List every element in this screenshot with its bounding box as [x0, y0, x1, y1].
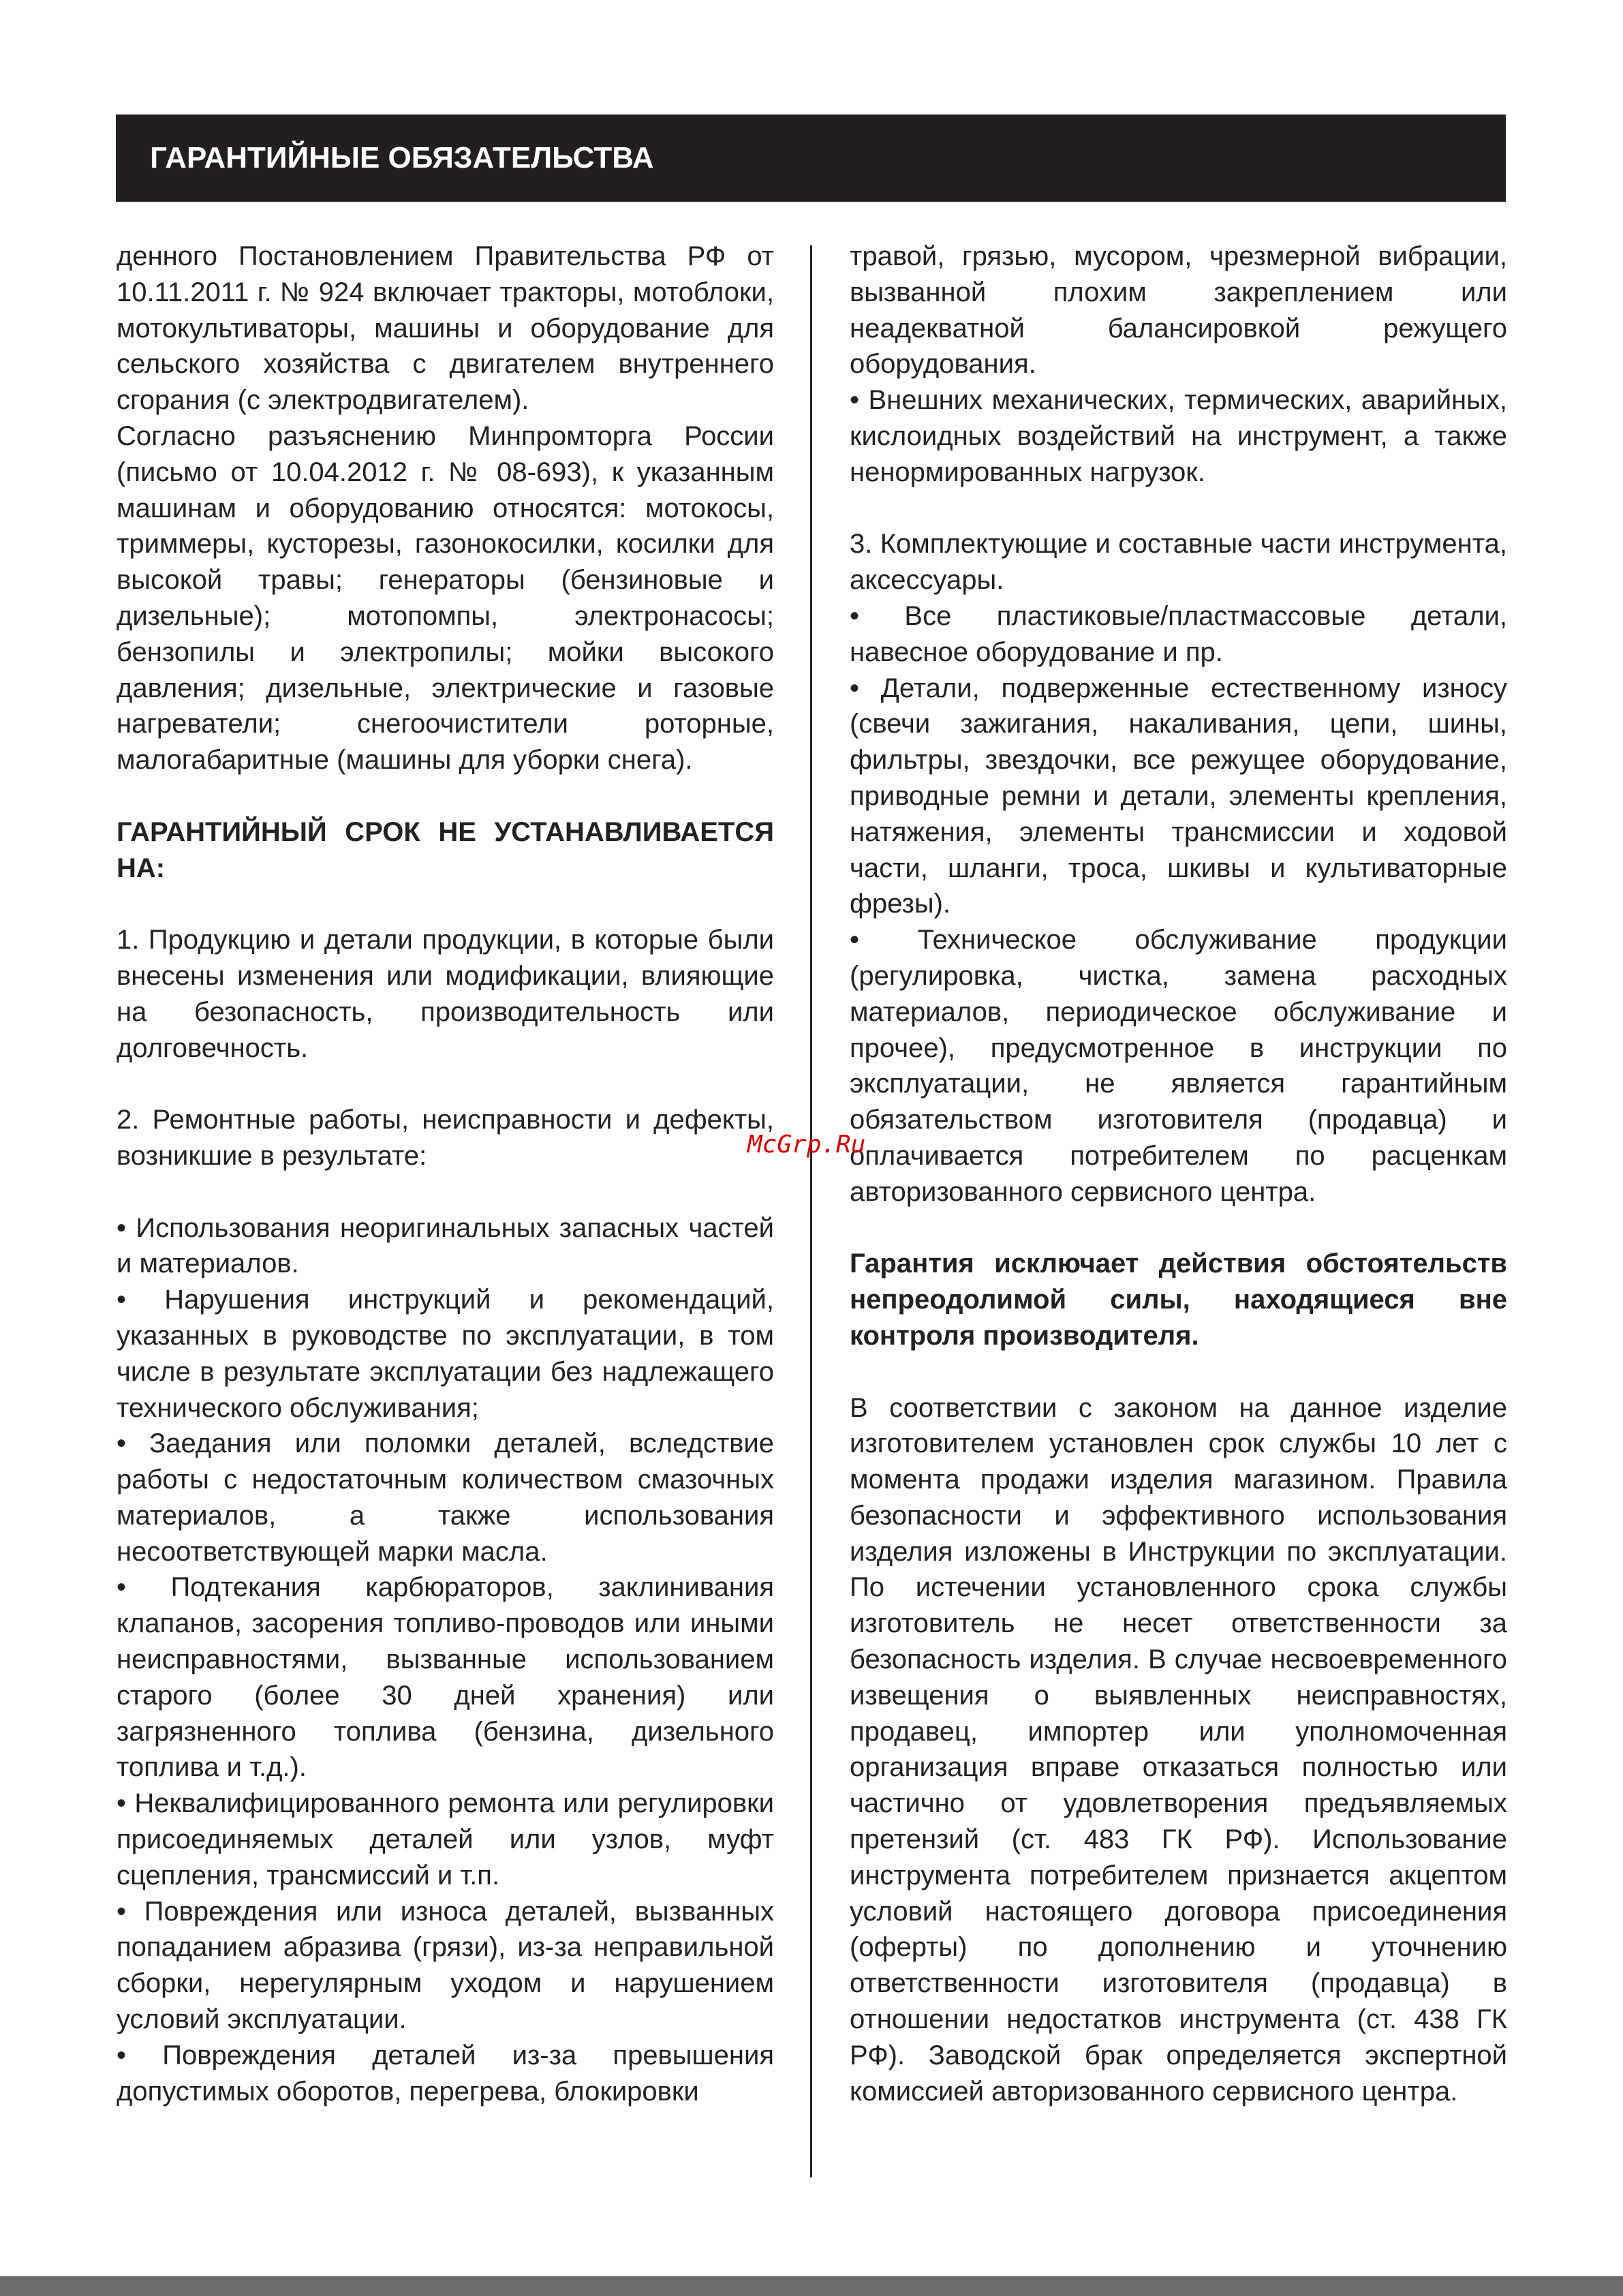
bullet-item: • Детали, подверженные естественному износу (свечи зажигания, накаливания, цепи, шины, фильтры, звездочки, все режущее оборудование, приводные ремни и детали, элементы крепления, натяжения, элементы трансмиссии и ходовой части, шланги, троса, шкивы и культиваторные фрезы).	[850, 673, 1507, 919]
bullet-item: • Заедания или поломки деталей, вследствие работы с недостаточным количеством смазочных материалов, а также использования несоответствующей марки масла.	[117, 1428, 774, 1567]
left-column	[117, 239, 774, 2109]
section-heading: ГАРАНТИЙНЫЙ СРОК НЕ УСТАНАВЛИВАЕТСЯ НА:	[117, 816, 774, 883]
bullet-item: • Все пластиковые/пластмассовые детали, навесное оборудование и пр.	[850, 600, 1507, 667]
bottom-border	[0, 2276, 1623, 2296]
bullet-item: • Неквалифицированного ремонта или регулировки присоединяемых деталей или узлов, муфт сцепления, трансмиссий и т.п.	[117, 1788, 774, 1891]
list-item: 3. Комплектующие и составные части инструмента, аксессуары.	[850, 529, 1507, 596]
bold-note: Гарантия исключает действия обстоятельств непреодолимой силы, находящиеся вне контроля производителя.	[850, 1249, 1507, 1351]
spacer	[117, 886, 774, 922]
right-column	[850, 239, 1507, 2109]
spacer	[117, 778, 774, 814]
bullet-item: • Использования неоригинальных запасных частей и материалов.	[117, 1212, 774, 1279]
spacer	[850, 1354, 1507, 1390]
bullet-item: • Техническое обслуживание продукции (регулировка, чистка, замена расходных материалов, периодическое обслуживание и прочее), предусмотренное в инструкции по эксплуатации, не является гарантийным обязательством изготовителя (продавца) и оплачивается потребителем по расценкам авторизованного сервисного центра.	[850, 925, 1507, 1207]
bullet-item: • Повреждения или износа деталей, вызванных попаданием абразива (грязи), из-за неправильной сборки, нерегулярным уходом и нарушением условий эксплуатации.	[117, 1896, 774, 2035]
list-item: 2. Ремонтные работы, неисправности и дефекты, возникшие в результате:	[117, 1105, 774, 1171]
column-divider	[810, 245, 812, 2177]
spacer	[117, 1174, 774, 1210]
paragraph: травой, грязью, мусором, чрезмерной вибрации, вызванной плохим закреплением или неадекватной балансировкой режущего оборудования.	[850, 241, 1507, 380]
spacer	[850, 1210, 1507, 1246]
bullet-item: • Внешних механических, термических, аварийных, кислоидных воздействий на инструмент, а также ненормированных нагрузок.	[850, 385, 1507, 487]
watermark: McGrp.Ru	[747, 1131, 866, 1159]
spacer	[850, 491, 1507, 527]
list-item: 1. Продукцию и детали продукции, в которые были внесены изменения или модификации, влияющие на безопасность, производительность или долговечность.	[117, 925, 774, 1063]
spacer	[117, 1066, 774, 1102]
bullet-item: • Повреждения деталей из-за превышения допустимых оборотов, перегрева, блокировки	[117, 2040, 774, 2107]
bullet-item: • Подтекания карбюраторов, заклинивания клапанов, засорения топливо-проводов или иными неисправностями, вызванные использованием старого (более 30 дней хранения) или загрязненного топлива (бензина, дизельного топлива и т.д.).	[117, 1572, 774, 1783]
paragraph: Согласно разъяснению Минпромторга России (письмо от 10.04.2012 г. № 08-693), к указанным машинам и оборудованию относятся: мотокосы, триммеры, кусторезы, газонокосилки, косилки для высокой травы; генераторы (бензиновые и дизельные); мотопомпы, электронасосы; бензопилы и электропилы; мойки высокого давления; дизельные, электрические и газовые нагреватели; снегоочистители роторные, малогабаритные (машины для уборки снега).	[117, 420, 774, 776]
page-title: ГАРАНТИЙНЫЕ ОБЯЗАТЕЛЬСТВА	[150, 141, 654, 174]
paragraph: денного Постановлением Правительства РФ от 10.11.2011 г. № 924 включает тракторы, мотоблоки, мотокультиваторы, машины и оборудование для сельского хозяйства с двигателем внутреннего сгорания (с электродвигателем).	[117, 241, 774, 416]
paragraph: В соответствии с законом на данное изделие изготовителем установлен срок службы 10 лет с момента продажи изделия магазином. Правила безопасности и эффективного использования изделия изложены в Инструкции по эксплуатации. По истечении установленного срока службы изготовитель не несет ответственности за безопасность изделия. В случае несвоевременного извещения о выявленных неисправностях, продавец, импортер или уполномоченная организация вправе отказаться полностью или частично от удовлетворения предъявляемых претензий (ст. 483 ГК РФ). Использование инструмента потребителем признается акцептом условий настоящего договора присоединения (оферты) по дополнению и уточнению ответственности изготовителя (продавца) в отношении недостатков инструмента (ст. 438 ГК РФ). Заводской брак определяется экспертной комиссией авторизованного сервисного центра.	[850, 1392, 1507, 2107]
bullet-item: • Нарушения инструкций и рекомендаций, указанных в руководстве по эксплуатации, в том числе в результате эксплуатации без надлежащего технического обслуживания;	[117, 1285, 774, 1423]
section-header	[116, 114, 1506, 202]
